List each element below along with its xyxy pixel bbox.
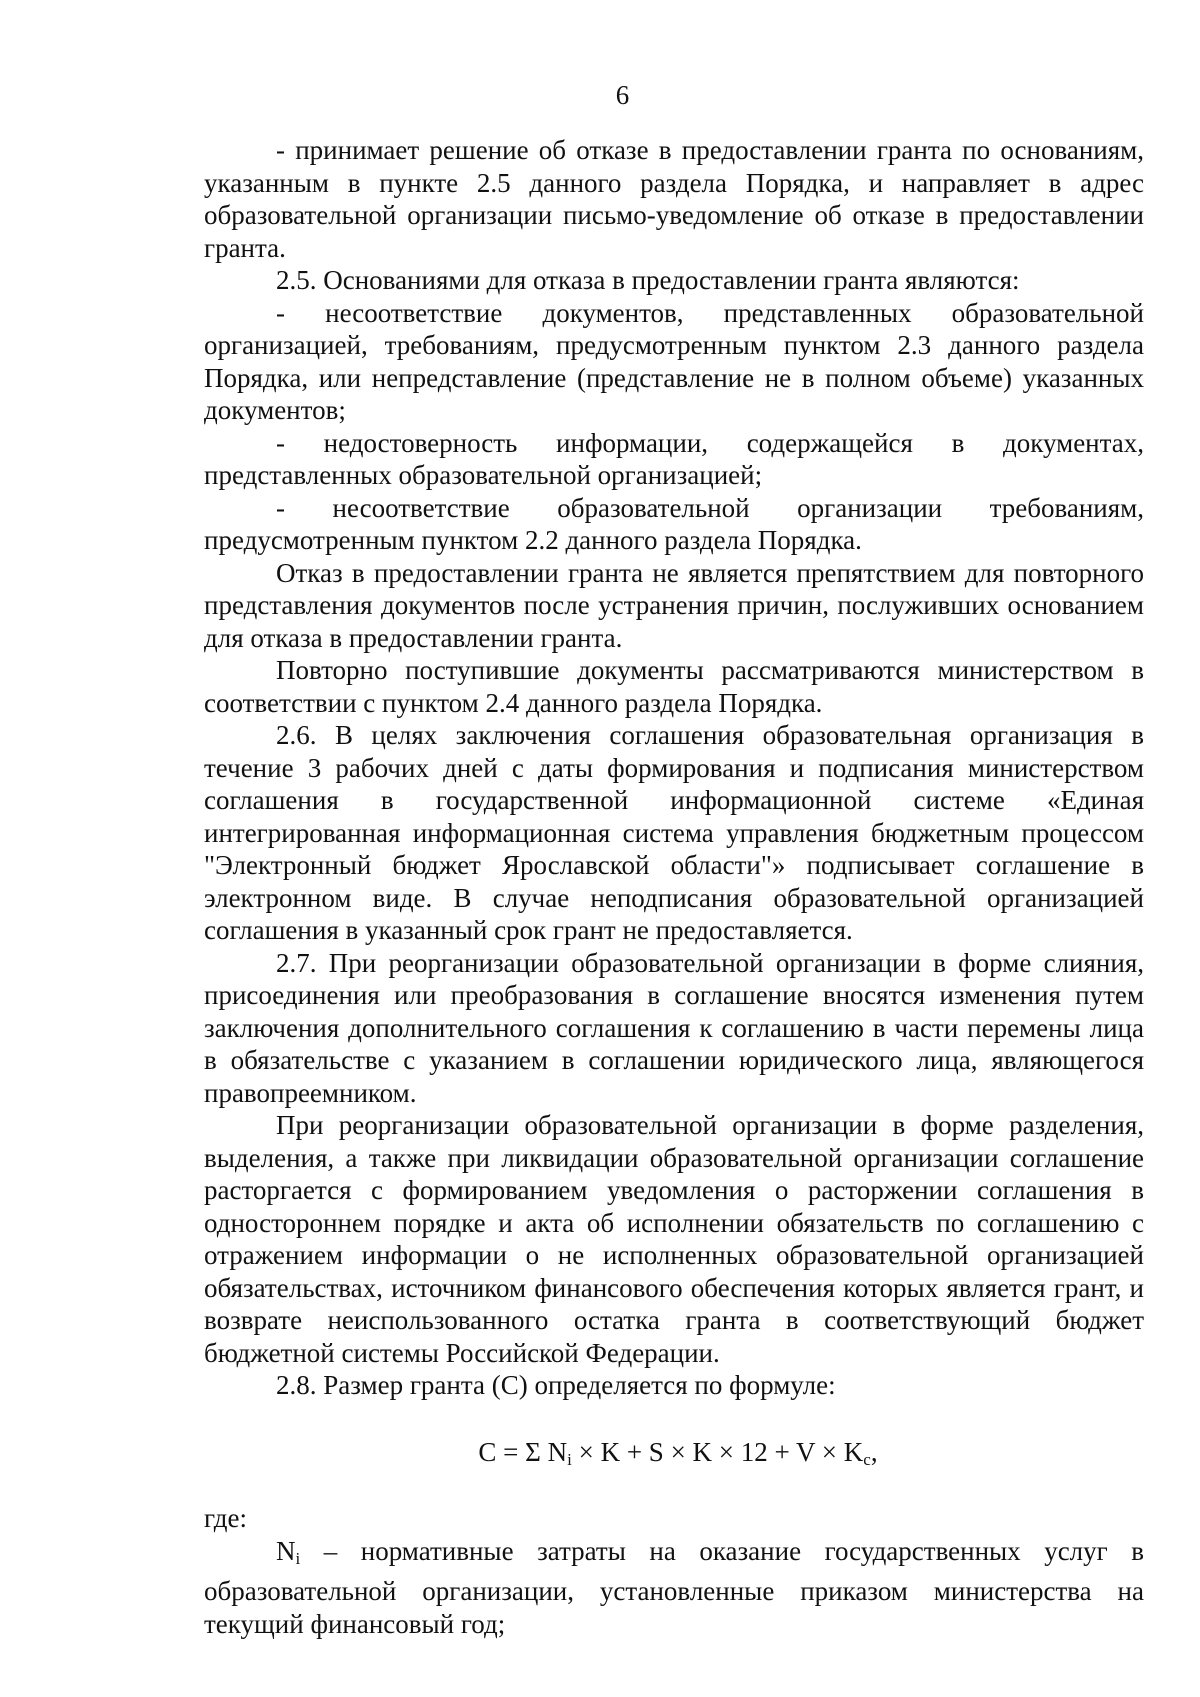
formula-subscript-i: i	[567, 1449, 572, 1469]
paragraph-11: 2.8. Размер гранта (С) определяется по формуле:	[276, 1370, 836, 1400]
definition-symbol-subscript: i	[295, 1548, 301, 1568]
formula-part-2: × K + S × K × 12 + V × K	[571, 1436, 864, 1467]
paragraph-9: 2.7. При реорганизации образовательной организации в форме слияния, присоединения или преобразования в соглашение вносятся изменения путем заключения дополнительного соглашения к соглашению в части перемены лица в обязательстве с указанием в соглашении юридического лица, являющегося правопреемником.	[204, 947, 1144, 1108]
paragraph-4: - недостоверность информации, содержащейся в документах, представленных образовательной организацией;	[204, 427, 1144, 490]
formula-part-1: С = Σ N	[478, 1436, 568, 1467]
paragraph-7: Повторно поступившие документы рассматриваются министерством в соответствии с пунктом 2.4 данного раздела Порядка.	[204, 655, 1144, 718]
paragraph-6: Отказ в предоставлении гранта не является препятствием для повторного представления документов после устранения причин, послуживших основанием для отказа в предоставлении гранта.	[204, 557, 1144, 653]
formula-part-3: ,	[870, 1436, 878, 1467]
paragraph-5: - несоответствие образовательной организации требованиям, предусмотренным пунктом 2.2 данного раздела Порядка.	[204, 492, 1144, 555]
paragraph-3: - несоответствие документов, представленных образовательной организацией, требованиям, предусмотренным пунктом 2.3 данного раздела Порядка, или непредставление (представление не в полном объеме) указанных документов;	[204, 297, 1144, 425]
definition-ni	[204, 1535, 1144, 1641]
where-label: где:	[204, 1503, 247, 1533]
paragraph-2: 2.5. Основаниями для отказа в предоставлении гранта являются:	[276, 265, 1020, 295]
definition-symbol: N	[276, 1535, 296, 1566]
formula	[204, 1436, 1144, 1477]
formula-subscript-c: c	[863, 1449, 871, 1469]
paragraph-8: 2.6. В целях заключения соглашения образовательная организация в течение 3 рабочих дней с даты формирования и подписания министерством соглашения в государственной информационной системе «Единая интегрированная информационная система управления бюджетным процессом "Электронный бюджет Ярославской области"» подписывает соглашение в электронном виде. В случае неподписания образовательной организацией соглашения в указанный срок грант не предоставляется.	[204, 720, 1144, 945]
page-number: 6	[615, 80, 630, 110]
paragraph-1: - принимает решение об отказе в предоставлении гранта по основаниям, указанным в пункте 2.5 данного раздела Порядка, и направляет в адрес образовательной организации письмо-уведомление об отказе в предоставлении гранта.	[204, 135, 1144, 263]
definition-text: – нормативные затраты на оказание государственных услуг в образовательной организации, установленные приказом министерства на текущий финансовый год;	[204, 1535, 1144, 1639]
paragraph-10: При реорганизации образовательной организации в форме разделения, выделения, а также при ликвидации образовательной организации соглашение расторгается с формированием уведомления о расторжении соглашения в одностороннем порядке и акта об исполнении обязательств по соглашению с отражением информации о не исполненных образовательной организацией обязательствах, источником финансового обеспечения которых является грант, и возврате неиспользованного остатка гранта в соответствующий бюджет бюджетной системы Российской Федерации.	[204, 1110, 1144, 1368]
document-body	[204, 134, 1144, 1640]
